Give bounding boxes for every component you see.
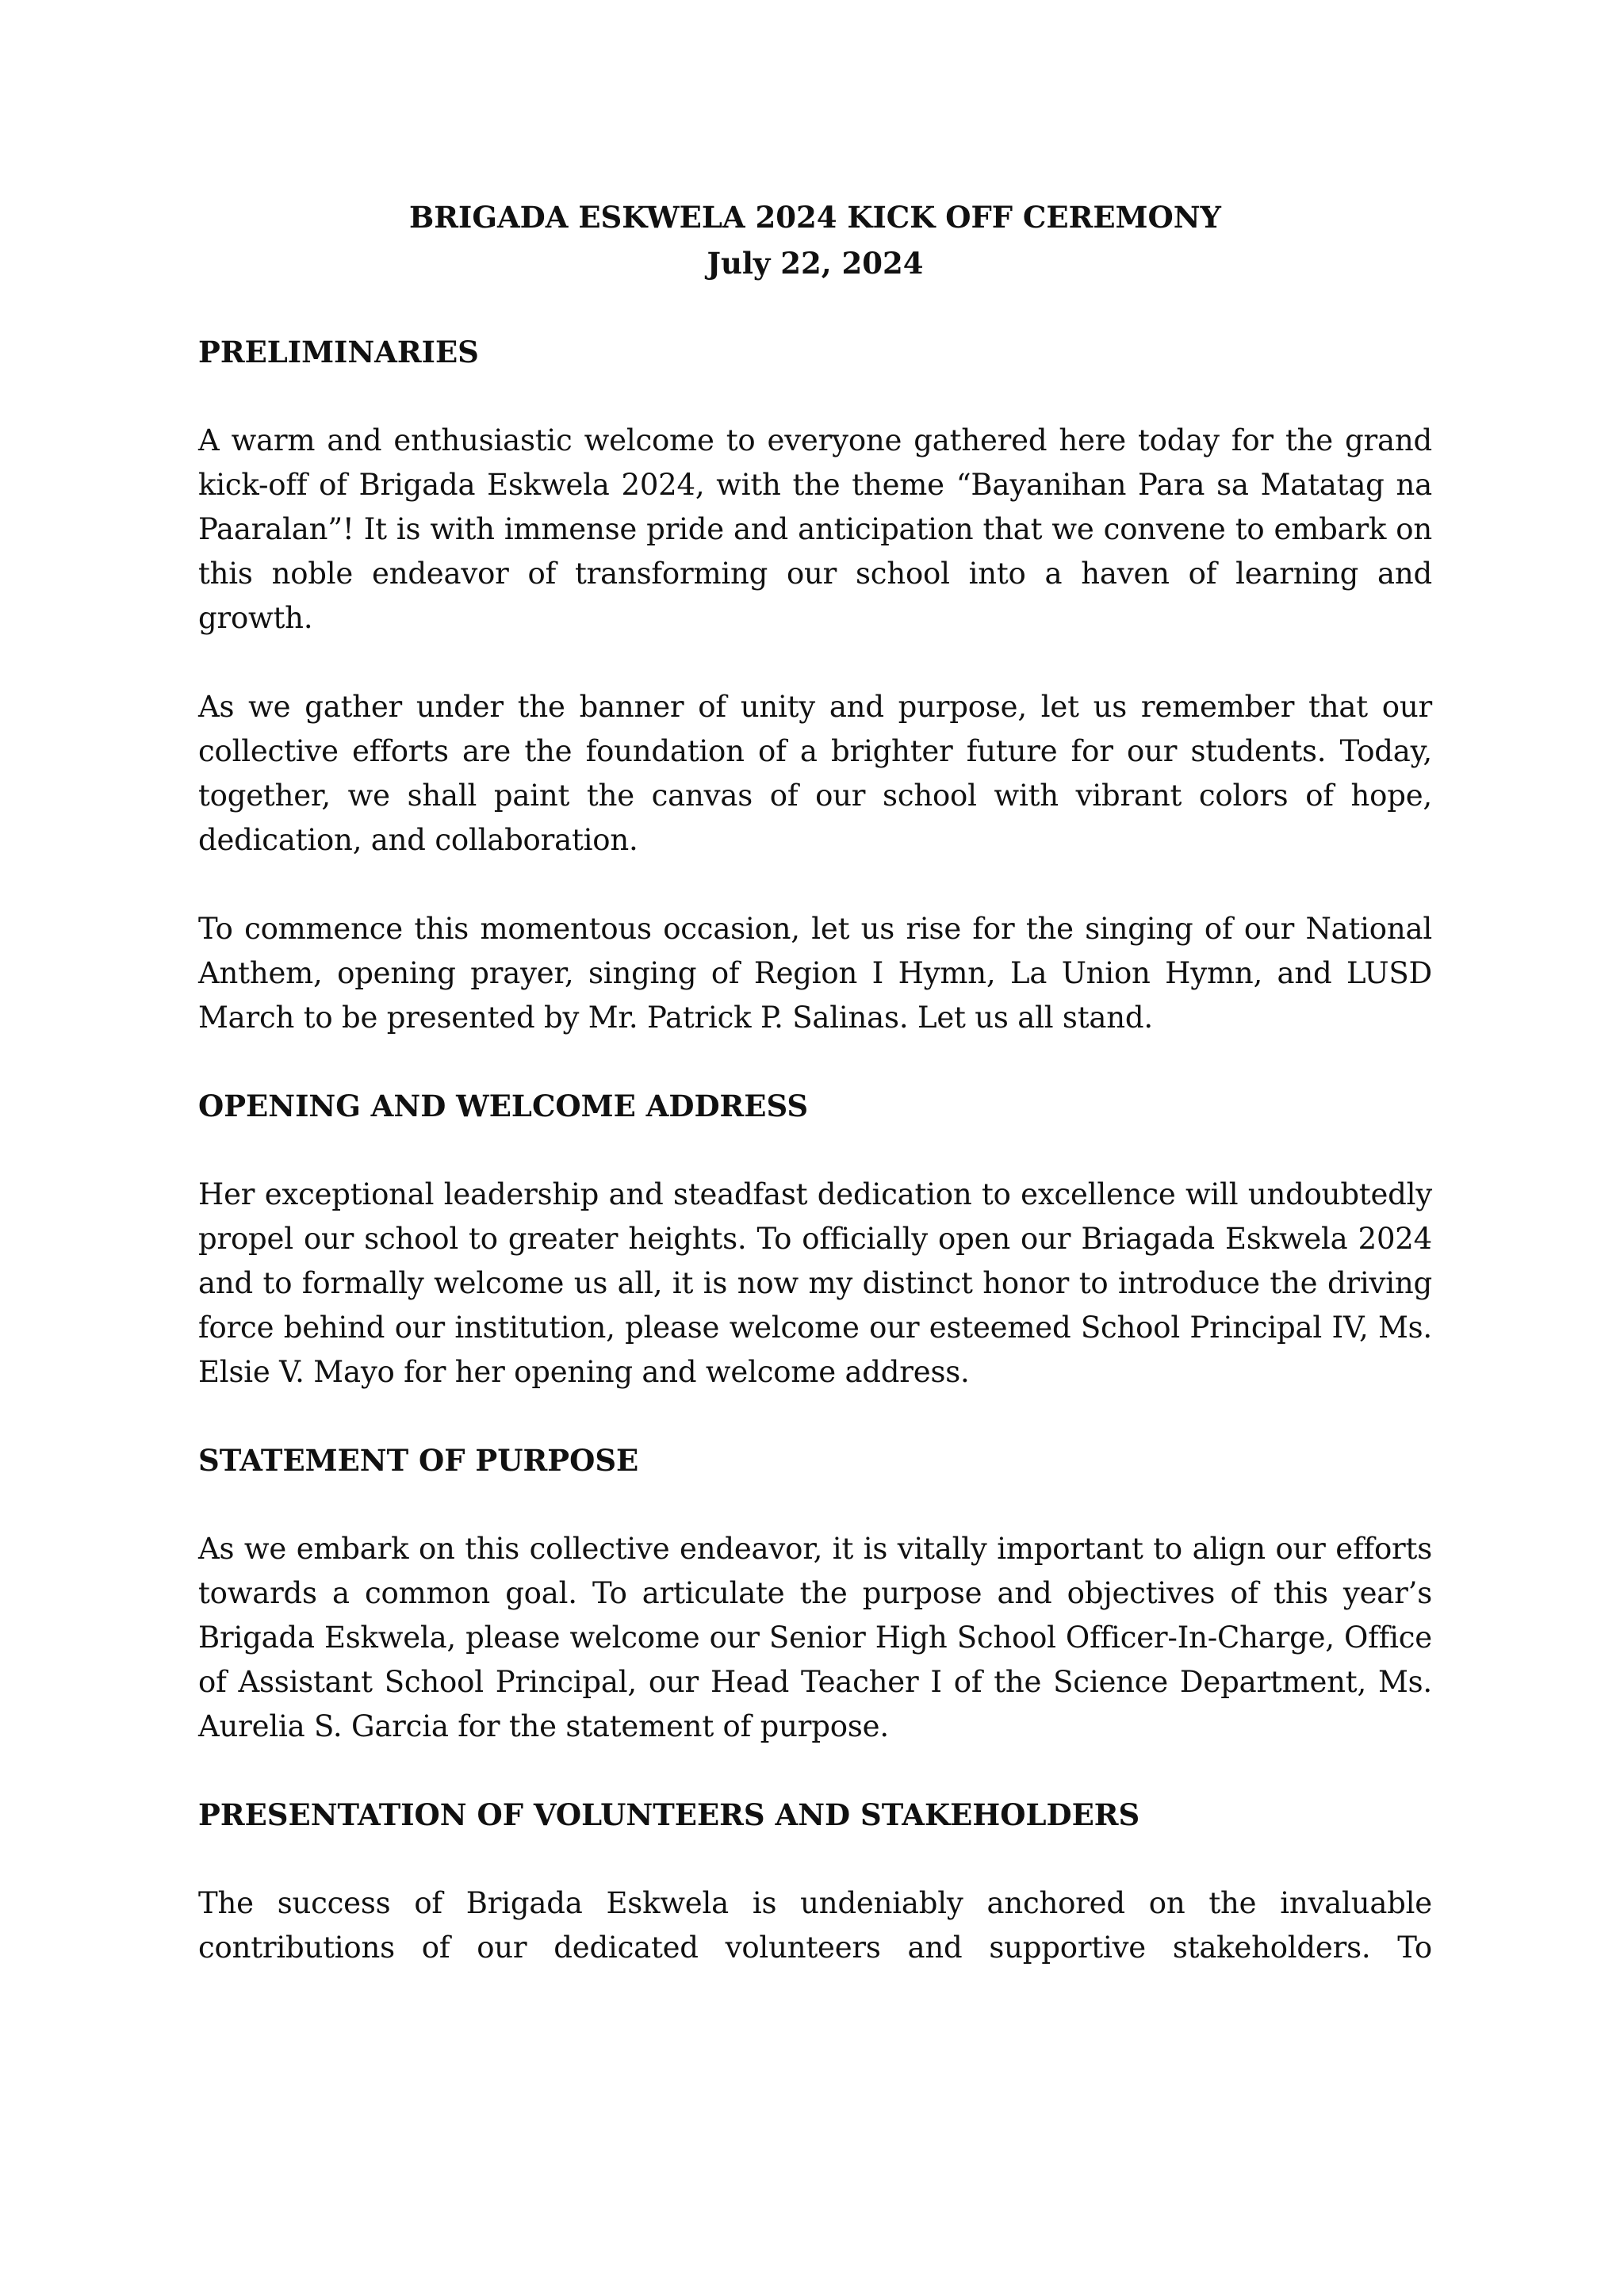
paragraph: Her exceptional leadership and steadfast dedication to excellence will undoubtedly propel our school to greater heights. To officially open our Briagada Eskwela 2024 and to formally welcome us all, it is now my distinct honor to introduce the driving force behind our institution, please welcome our esteemed School Principal IV, Ms. Elsie V. Mayo for her opening and welcome address. <box>198 1177 1432 1389</box>
section-heading-opening-welcome: OPENING AND WELCOME ADDRESS <box>198 1089 809 1123</box>
paragraph: As we embark on this collective endeavor, it is vitally important to align our efforts towards a common goal. To articulate the purpose and objectives of this year’s Brigada Eskwela, please welcome our Senior High School Officer-In-Charge, Office of Assistant School Principal, our Head Teacher I of the Science Department, Ms. Aurelia S. Garcia for the statement of purpose. <box>198 1532 1432 1743</box>
paragraph: A warm and enthusiastic welcome to everyone gathered here today for the grand kick-off of Brigada Eskwela 2024, with the theme “Bayanihan Para sa Matatag na Paaralan”! It is with immense pride and anticipation that we convene to embark on this noble endeavor of transforming our school into a haven of learning and growth. <box>198 423 1432 635</box>
paragraph: As we gather under the banner of unity and purpose, let us remember that our collective efforts are the foundation of a brighter future for our students. Today, together, we shall paint the canvas of our school with vibrant colors of hope, dedication, and collaboration. <box>198 690 1432 857</box>
section-heading-statement-of-purpose: STATEMENT OF PURPOSE <box>198 1443 639 1478</box>
document-page <box>198 194 1432 1970</box>
paragraph: The success of Brigada Eskwela is undeniably anchored on the invaluable contributions of our dedicated volunteers and supportive stakeholders. To <box>198 1886 1432 1965</box>
section-heading-volunteers-stakeholders: PRESENTATION OF VOLUNTEERS AND STAKEHOLDERS <box>198 1797 1140 1832</box>
document-date: July 22, 2024 <box>707 246 924 281</box>
document-title-block <box>198 194 1432 286</box>
section-heading-preliminaries: PRELIMINARIES <box>198 335 479 369</box>
document-title: BRIGADA ESKWELA 2024 KICK OFF CEREMONY <box>409 200 1221 235</box>
paragraph: To commence this momentous occasion, let us rise for the singing of our National Anthem, opening prayer, singing of Region I Hymn, La Union Hymn, and LUSD March to be presented by Mr. Patrick P. Salinas. Let us all stand. <box>198 912 1432 1035</box>
